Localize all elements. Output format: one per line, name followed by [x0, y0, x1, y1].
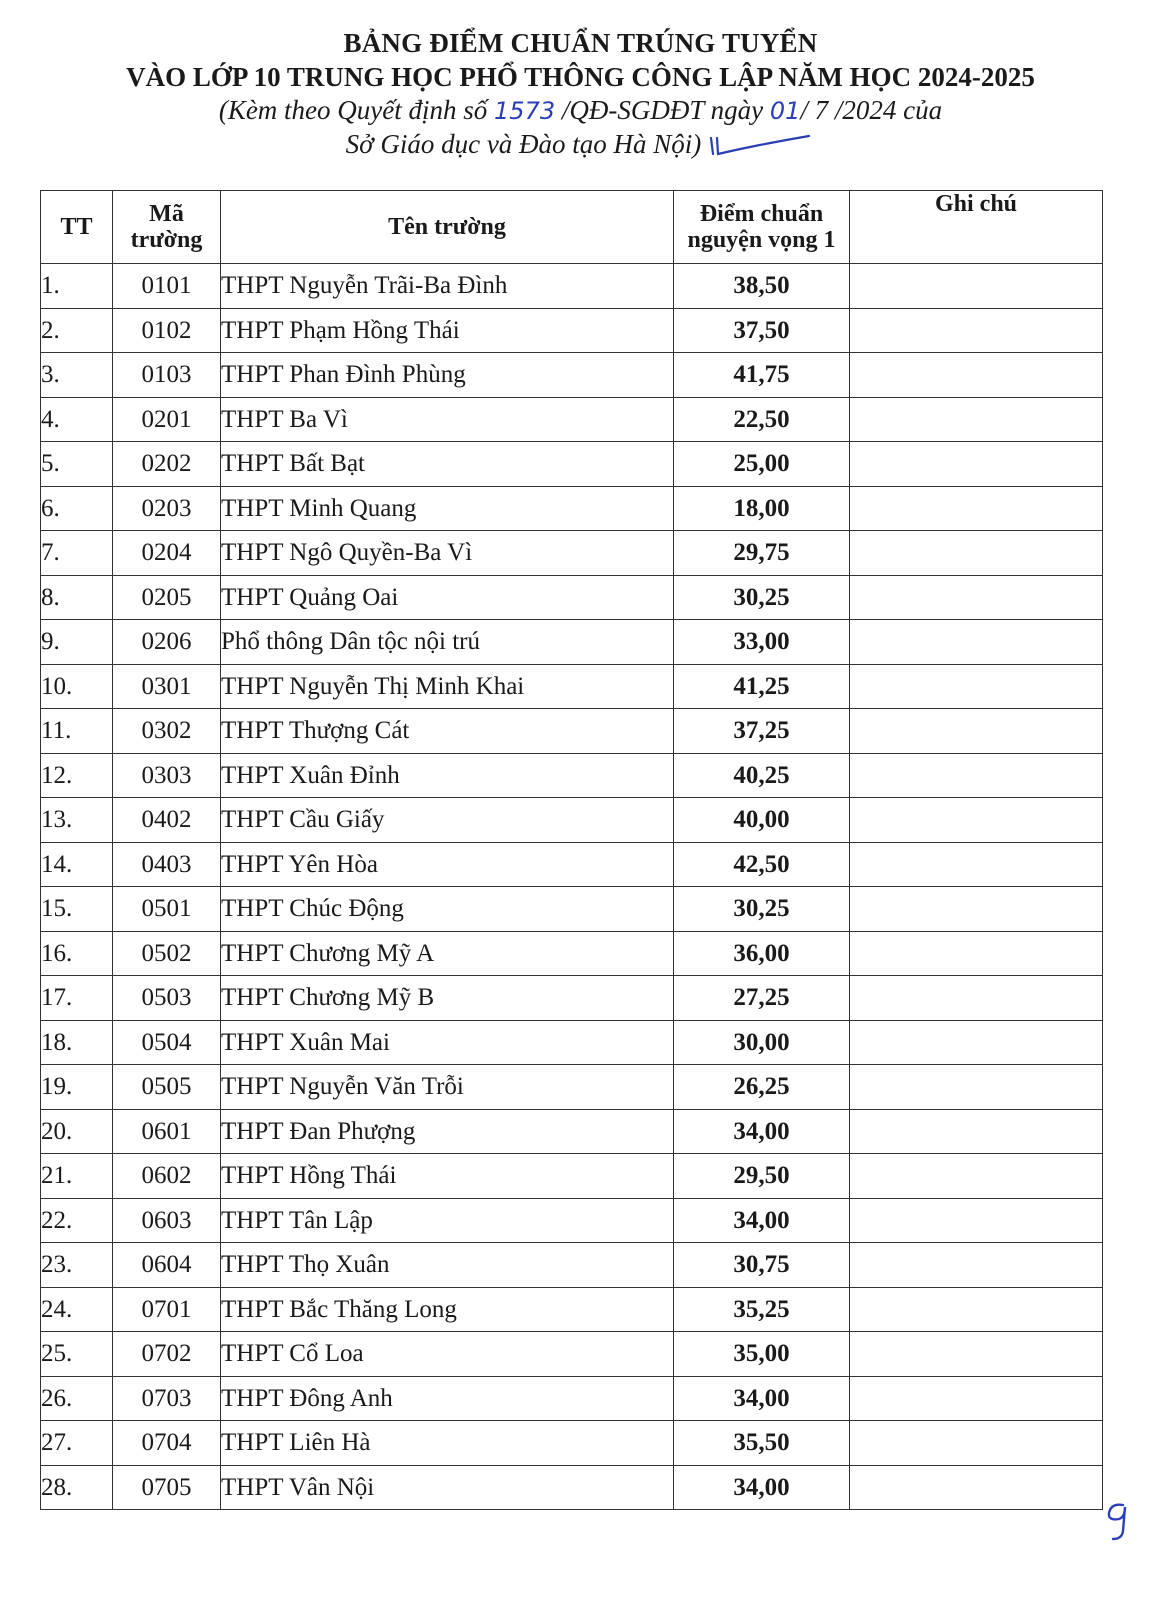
decision-day-handwritten: 01 [769, 97, 801, 125]
school-name: THPT Cổ Loa [221, 1332, 674, 1377]
school-name: THPT Hồng Thái [221, 1154, 674, 1199]
row-number: 12. [41, 753, 113, 798]
school-code: 0403 [113, 842, 221, 887]
cutoff-score: 41,25 [674, 664, 850, 709]
cutoff-score: 30,25 [674, 575, 850, 620]
table-row [41, 842, 1103, 887]
row-number: 13. [41, 798, 113, 843]
school-name: THPT Chúc Động [221, 887, 674, 932]
note-cell [850, 1287, 1103, 1332]
decision-text-3: / 7 /2024 của [800, 95, 943, 125]
column-header-name: Tên trường [221, 191, 674, 264]
document-header [0, 26, 1161, 161]
cutoff-score: 38,50 [674, 264, 850, 309]
table-row [41, 264, 1103, 309]
school-code: 0201 [113, 397, 221, 442]
note-cell [850, 575, 1103, 620]
table-row [41, 442, 1103, 487]
school-name: THPT Nguyễn Thị Minh Khai [221, 664, 674, 709]
school-code: 0703 [113, 1376, 221, 1421]
table-row [41, 1287, 1103, 1332]
table-row [41, 1243, 1103, 1288]
table-row [41, 1421, 1103, 1466]
cutoff-score: 40,00 [674, 798, 850, 843]
note-cell [850, 1154, 1103, 1199]
column-header-code-line1: Mã [149, 200, 184, 227]
school-code: 0301 [113, 664, 221, 709]
table-row [41, 1376, 1103, 1421]
school-name: THPT Chương Mỹ A [221, 931, 674, 976]
table-row [41, 1332, 1103, 1377]
note-cell [850, 1376, 1103, 1421]
decision-text-2: /QĐ-SGDĐT ngày [555, 95, 770, 125]
school-code: 0704 [113, 1421, 221, 1466]
page-number-value: 9 [993, 1395, 994, 1396]
cutoff-score: 42,50 [674, 842, 850, 887]
cutoff-score: 37,50 [674, 308, 850, 353]
note-cell [850, 664, 1103, 709]
cutoff-score: 26,25 [674, 1065, 850, 1110]
column-header-note: Ghi chú [850, 191, 1103, 264]
note-cell [850, 976, 1103, 1021]
note-cell [850, 931, 1103, 976]
page-number-handwritten [993, 1395, 1143, 1545]
note-cell [850, 753, 1103, 798]
cutoff-score: 34,00 [674, 1465, 850, 1510]
table-row [41, 753, 1103, 798]
note-cell [850, 1020, 1103, 1065]
column-header-code-line2: trường [130, 227, 203, 253]
table-row [41, 620, 1103, 665]
school-name: THPT Đan Phượng [221, 1109, 674, 1154]
row-number: 3. [41, 353, 113, 398]
table-row [41, 1154, 1103, 1199]
cutoff-score: 35,25 [674, 1287, 850, 1332]
school-name: THPT Yên Hòa [221, 842, 674, 887]
school-name: THPT Phan Đình Phùng [221, 353, 674, 398]
school-code: 0203 [113, 486, 221, 531]
row-number: 17. [41, 976, 113, 1021]
cutoff-score: 41,75 [674, 353, 850, 398]
table-row [41, 887, 1103, 932]
school-code: 0206 [113, 620, 221, 665]
table-row [41, 1065, 1103, 1110]
table-row [41, 575, 1103, 620]
row-number: 19. [41, 1065, 113, 1110]
school-name: THPT Nguyễn Trãi-Ba Đình [221, 264, 674, 309]
cutoff-score: 36,00 [674, 931, 850, 976]
cutoff-score: 29,75 [674, 531, 850, 576]
cutoff-score: 30,00 [674, 1020, 850, 1065]
note-cell [850, 1465, 1103, 1510]
school-code: 0205 [113, 575, 221, 620]
initial-signature-icon [705, 134, 815, 160]
row-number: 20. [41, 1109, 113, 1154]
row-number: 21. [41, 1154, 113, 1199]
note-cell [850, 1421, 1103, 1466]
decision-reference [0, 94, 1161, 128]
school-code: 0101 [113, 264, 221, 309]
row-number: 28. [41, 1465, 113, 1510]
school-code: 0202 [113, 442, 221, 487]
school-code: 0601 [113, 1109, 221, 1154]
table-row [41, 931, 1103, 976]
document-subtitle: VÀO LỚP 10 TRUNG HỌC PHỔ THÔNG CÔNG LẬP NĂM HỌC 2024-2025 [126, 62, 1035, 92]
school-code: 0503 [113, 976, 221, 1021]
note-cell [850, 353, 1103, 398]
table-row [41, 397, 1103, 442]
school-code: 0501 [113, 887, 221, 932]
table-row [41, 531, 1103, 576]
admission-score-table [40, 190, 1103, 1510]
cutoff-score: 25,00 [674, 442, 850, 487]
row-number: 9. [41, 620, 113, 665]
school-name: THPT Bắc Thăng Long [221, 1287, 674, 1332]
school-code: 0103 [113, 353, 221, 398]
row-number: 10. [41, 664, 113, 709]
school-code: 0702 [113, 1332, 221, 1377]
table-row [41, 1465, 1103, 1510]
cutoff-score: 35,00 [674, 1332, 850, 1377]
school-name: THPT Quảng Oai [221, 575, 674, 620]
row-number: 11. [41, 709, 113, 754]
row-number: 23. [41, 1243, 113, 1288]
cutoff-score: 37,25 [674, 709, 850, 754]
note-cell [850, 1243, 1103, 1288]
school-code: 0502 [113, 931, 221, 976]
document-title: BẢNG ĐIỂM CHUẨN TRÚNG TUYỂN [343, 28, 818, 58]
row-number: 5. [41, 442, 113, 487]
school-code: 0602 [113, 1154, 221, 1199]
table-row [41, 709, 1103, 754]
school-name: THPT Thọ Xuân [221, 1243, 674, 1288]
row-number: 24. [41, 1287, 113, 1332]
school-code: 0504 [113, 1020, 221, 1065]
table-row [41, 308, 1103, 353]
cutoff-score: 35,50 [674, 1421, 850, 1466]
note-cell [850, 264, 1103, 309]
school-name: THPT Minh Quang [221, 486, 674, 531]
note-cell [850, 1109, 1103, 1154]
school-name: THPT Cầu Giấy [221, 798, 674, 843]
table-row [41, 664, 1103, 709]
school-name: THPT Phạm Hồng Thái [221, 308, 674, 353]
school-name: THPT Tân Lập [221, 1198, 674, 1243]
table-row [41, 353, 1103, 398]
row-number: 1. [41, 264, 113, 309]
cutoff-score: 22,50 [674, 397, 850, 442]
row-number: 25. [41, 1332, 113, 1377]
school-name: THPT Liên Hà [221, 1421, 674, 1466]
school-code: 0303 [113, 753, 221, 798]
school-code: 0701 [113, 1287, 221, 1332]
cutoff-score: 29,50 [674, 1154, 850, 1199]
school-code: 0402 [113, 798, 221, 843]
note-cell [850, 887, 1103, 932]
table-row [41, 1020, 1103, 1065]
cutoff-score: 30,75 [674, 1243, 850, 1288]
note-cell [850, 442, 1103, 487]
school-code: 0102 [113, 308, 221, 353]
row-number: 26. [41, 1376, 113, 1421]
note-cell [850, 1065, 1103, 1110]
table-row [41, 976, 1103, 1021]
cutoff-score: 34,00 [674, 1198, 850, 1243]
note-cell [850, 531, 1103, 576]
row-number: 2. [41, 308, 113, 353]
row-number: 22. [41, 1198, 113, 1243]
column-header-score [674, 191, 850, 264]
issuing-authority [0, 128, 1161, 161]
note-cell [850, 397, 1103, 442]
school-name: THPT Nguyễn Văn Trỗi [221, 1065, 674, 1110]
note-cell [850, 1198, 1103, 1243]
note-cell [850, 842, 1103, 887]
row-number: 8. [41, 575, 113, 620]
note-cell [850, 709, 1103, 754]
table-row [41, 1198, 1103, 1243]
school-name: THPT Ba Vì [221, 397, 674, 442]
decision-number-handwritten: 1573 [494, 97, 556, 125]
note-cell [850, 308, 1103, 353]
school-name: Phổ thông Dân tộc nội trú [221, 620, 674, 665]
table-row [41, 1109, 1103, 1154]
column-header-tt: TT [41, 191, 113, 264]
row-number: 4. [41, 397, 113, 442]
row-number: 27. [41, 1421, 113, 1466]
note-cell [850, 1332, 1103, 1377]
school-name: THPT Ngô Quyền-Ba Vì [221, 531, 674, 576]
school-name: THPT Vân Nội [221, 1465, 674, 1510]
column-header-score-line1: Điểm chuẩn [699, 200, 824, 227]
cutoff-score: 40,25 [674, 753, 850, 798]
cutoff-score: 27,25 [674, 976, 850, 1021]
school-code: 0705 [113, 1465, 221, 1510]
cutoff-score: 18,00 [674, 486, 850, 531]
row-number: 7. [41, 531, 113, 576]
authority-text: Sở Giáo dục và Đào tạo Hà Nội) [345, 129, 702, 159]
row-number: 6. [41, 486, 113, 531]
school-code: 0204 [113, 531, 221, 576]
school-code: 0603 [113, 1198, 221, 1243]
school-code: 0604 [113, 1243, 221, 1288]
cutoff-score: 33,00 [674, 620, 850, 665]
decision-text-1: (Kèm theo Quyết định số [218, 95, 495, 125]
cutoff-score: 30,25 [674, 887, 850, 932]
note-cell [850, 486, 1103, 531]
row-number: 14. [41, 842, 113, 887]
school-name: THPT Đông Anh [221, 1376, 674, 1421]
school-name: THPT Xuân Mai [221, 1020, 674, 1065]
column-header-code [113, 191, 221, 264]
school-name: THPT Chương Mỹ B [221, 976, 674, 1021]
row-number: 16. [41, 931, 113, 976]
school-name: THPT Bất Bạt [221, 442, 674, 487]
cutoff-score: 34,00 [674, 1109, 850, 1154]
table-row [41, 798, 1103, 843]
note-cell [850, 798, 1103, 843]
column-header-score-line2: nguyện vọng 1 [687, 227, 836, 253]
row-number: 15. [41, 887, 113, 932]
table-header-row [41, 191, 1103, 264]
row-number: 18. [41, 1020, 113, 1065]
school-code: 0302 [113, 709, 221, 754]
school-code: 0505 [113, 1065, 221, 1110]
table-row [41, 486, 1103, 531]
school-name: THPT Thượng Cát [221, 709, 674, 754]
school-name: THPT Xuân Đỉnh [221, 753, 674, 798]
cutoff-score: 34,00 [674, 1376, 850, 1421]
note-cell [850, 620, 1103, 665]
